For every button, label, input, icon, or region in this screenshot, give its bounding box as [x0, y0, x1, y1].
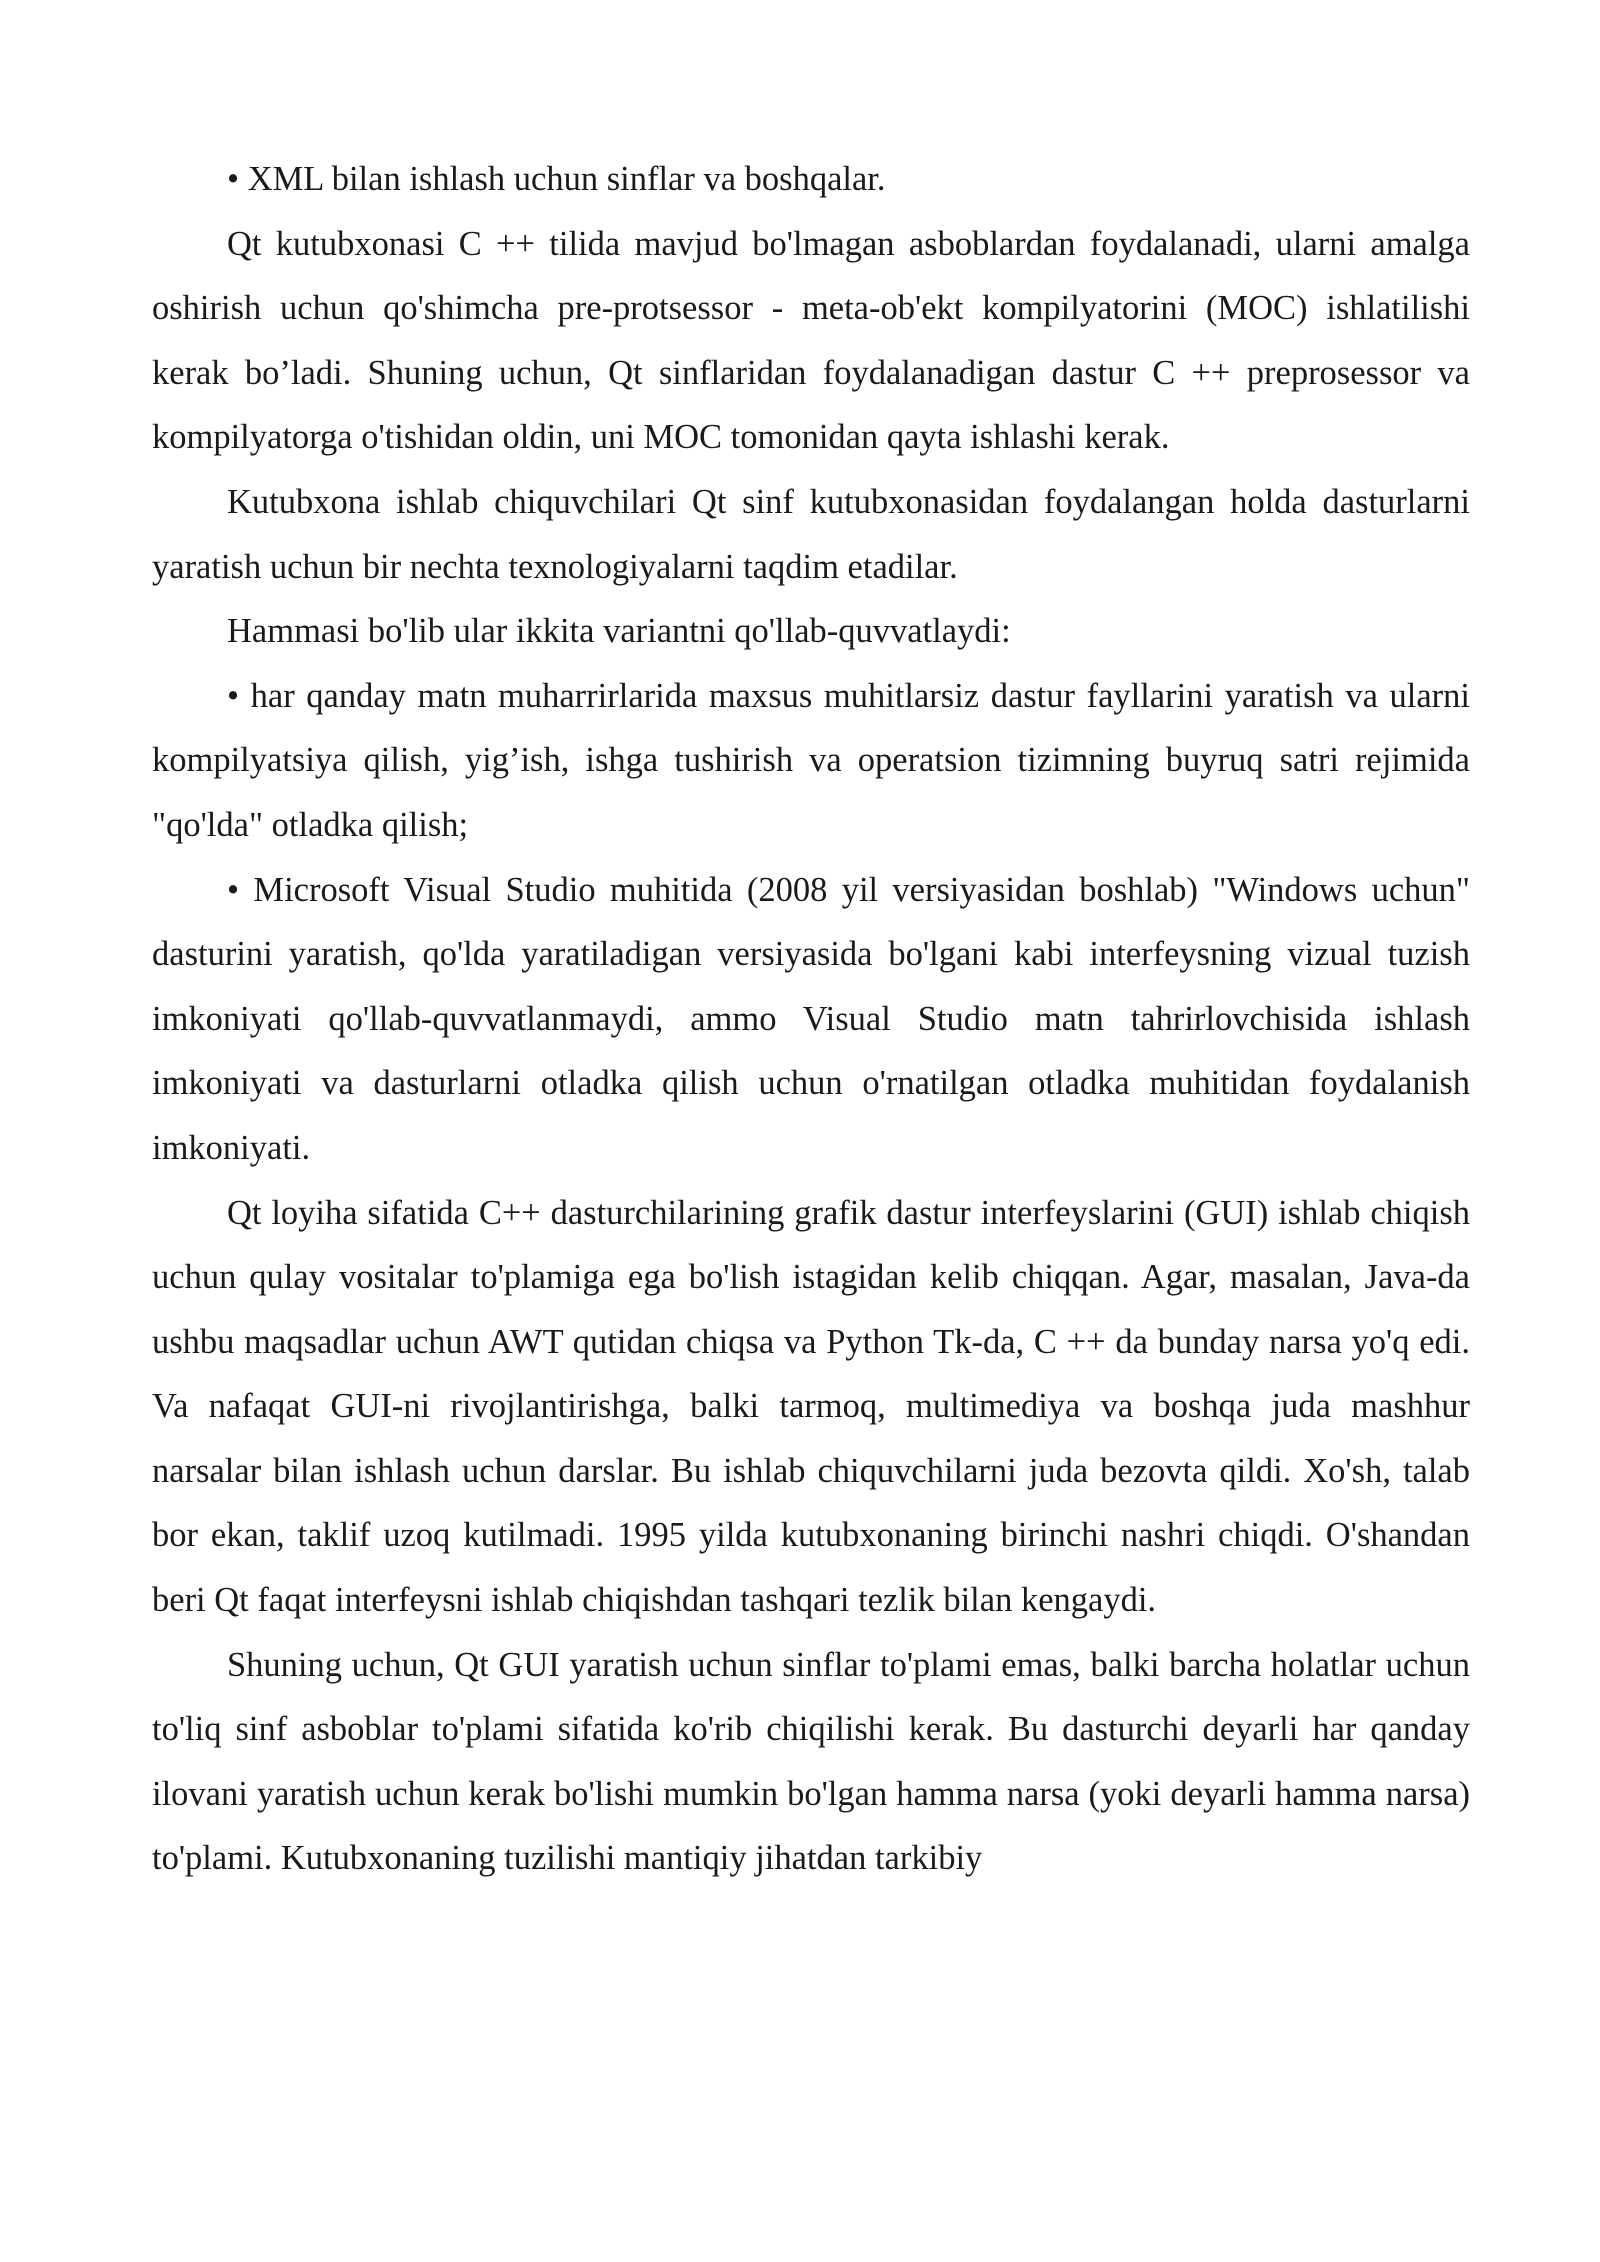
- paragraph-visual-studio-bullet: • Microsoft Visual Studio muhitida (2008 yil versiyasidan boshlab) "Windows uchun" dasturini yaratish, qo'lda yaratiladigan versiyasida bo'lgani kabi interfeysning vizual tuzish imkoniyati qo'llab-quvvatlanmaydi, ammo Visual Studio matn tahrirlovchisida ishlash imkoniyati va dasturlarni otladka qilish uchun o'rnatilgan otladka muhitidan foydalanish imkoniyati.: [152, 870, 1470, 1167]
- paragraph-moc: Qt kutubxonasi C ++ tilida mavjud bo'lmagan asboblardan foydalanadi, ularni amalga oshirish uchun qo'shimcha pre-protsessor - meta-ob'ekt kompilyatorini (MOC) ishlatilishi kerak bo’ladi. Shuning uchun, Qt sinflaridan foydalanadigan dastur C ++ preprosessor va kompilyatorga o'tishidan oldin, uni MOC tomonidan qayta ishlashi kerak.: [152, 224, 1470, 457]
- document-body: [152, 147, 1470, 1891]
- paragraph-xml-bullet: • XML bilan ishlash uchun sinflar va boshqalar.: [227, 160, 886, 198]
- paragraph-text-editor-bullet: • har qanday matn muharrirlarida maxsus muhitlarsiz dastur fayllarini yaratish va ularni kompilyatsiya qilish, yig’ish, ishga tushirish va operatsion tizimning buyruq satri rejimida "qo'lda" otladka qilish;: [152, 676, 1470, 844]
- paragraph-technologies: Kutubxona ishlab chiquvchilari Qt sinf kutubxonasidan foydalangan holda dasturlarni yaratish uchun bir nechta texnologiyalarni taqdim etadilar.: [152, 482, 1470, 586]
- paragraph-qt-history: Qt loyiha sifatida C++ dasturchilarining grafik dastur interfeyslarini (GUI) ishlab chiqish uchun qulay vositalar to'plamiga ega bo'lish istagidan kelib chiqqan. Agar, masalan, Java-da ushbu maqsadlar uchun AWT qutidan chiqsa va Python Tk-da, C ++ da bunday narsa yo'q edi. Va nafaqat GUI-ni rivojlantirishga, balki tarmoq, multimediya va boshqa juda mashhur narsalar bilan ishlash uchun darslar. Bu ishlab chiquvchilarni juda bezovta qildi. Xo'sh, talab bor ekan, taklif uzoq kutilmadi. 1995 yilda kutubxonaning birinchi nashri chiqdi. O'shandan beri Qt faqat interfeysni ishlab chiqishdan tashqari tezlik bilan kengaydi.: [152, 1193, 1470, 1620]
- paragraph-qt-toolkit: Shuning uchun, Qt GUI yaratish uchun sinflar to'plami emas, balki barcha holatlar uchun to'liq sinf asboblar to'plami sifatida ko'rib chiqilishi kerak. Bu dasturchi deyarli har qanday ilovani yaratish uchun kerak bo'lishi mumkin bo'lgan hamma narsa (yoki deyarli hamma narsa) to'plami. Kutubxonaning tuzilishi mantiqiy jihatdan tarkibiy: [152, 1645, 1470, 1878]
- paragraph-two-variants: Hammasi bo'lib ular ikkita variantni qo'llab-quvvatlaydi:: [227, 612, 1011, 651]
